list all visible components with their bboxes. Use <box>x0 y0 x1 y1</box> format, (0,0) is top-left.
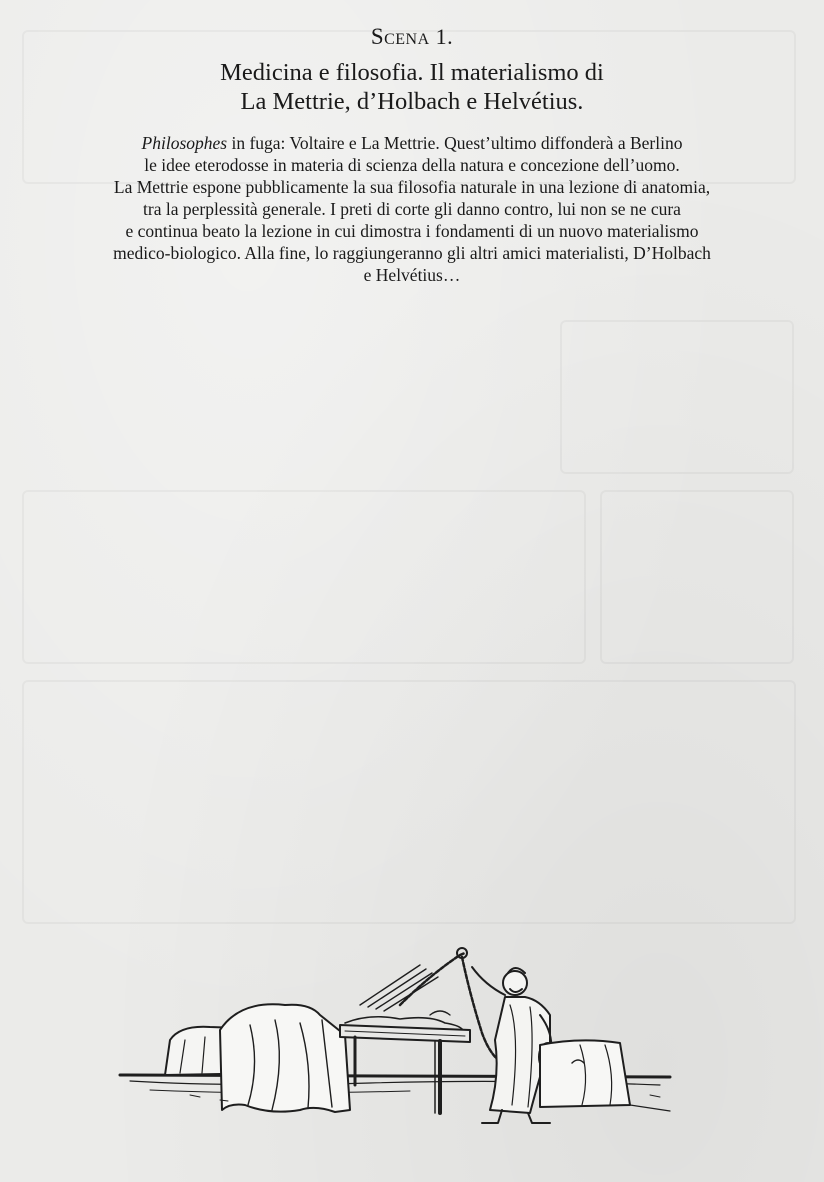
intro-line: tra la perplessità generale. I preti di corte gli danno contro, lui non se ne cura <box>143 199 681 219</box>
scene-title-line: La Mettrie, d’Holbach e Helvétius. <box>240 88 584 115</box>
intro-line: La Mettrie espone pubblicamente la sua filosofia naturale in una lezione di anatomia, <box>113 177 711 197</box>
intro-italic-word: Philosophes <box>141 133 228 153</box>
intro-paragraph <box>0 132 824 286</box>
intro-line: medico-biologico. Alla fine, lo raggiungeranno gli altri amici materialisti, D’Holbach <box>113 243 711 263</box>
scene-heading-initial: S <box>370 24 385 49</box>
scene-heading <box>0 24 824 50</box>
scene-number: 1. <box>435 24 454 49</box>
bleed-through-frame <box>22 680 796 924</box>
scene-title <box>0 58 824 116</box>
intro-line: e Helvétius… <box>363 265 461 285</box>
bleed-through-frame <box>560 320 794 474</box>
intro-line-rest: in fuga: Voltaire e La Mettrie. Quest’ultimo diffonderà a Berlino <box>227 133 683 153</box>
anatomy-lesson-illustration <box>110 945 710 1125</box>
intro-line <box>0 132 824 154</box>
intro-line: e continua beato la lezione in cui dimostra i fondamenti di un nuovo materialismo <box>125 221 699 241</box>
bleed-through-frame <box>22 490 586 664</box>
scene-title-line: Medicina e filosofia. Il materialismo di <box>220 59 604 86</box>
bleed-through-frame <box>600 490 794 664</box>
intro-line: le idee eterodosse in materia di scienza della natura e concezione dell’uomo. <box>144 155 680 175</box>
scene-heading-word: cena <box>384 24 430 49</box>
